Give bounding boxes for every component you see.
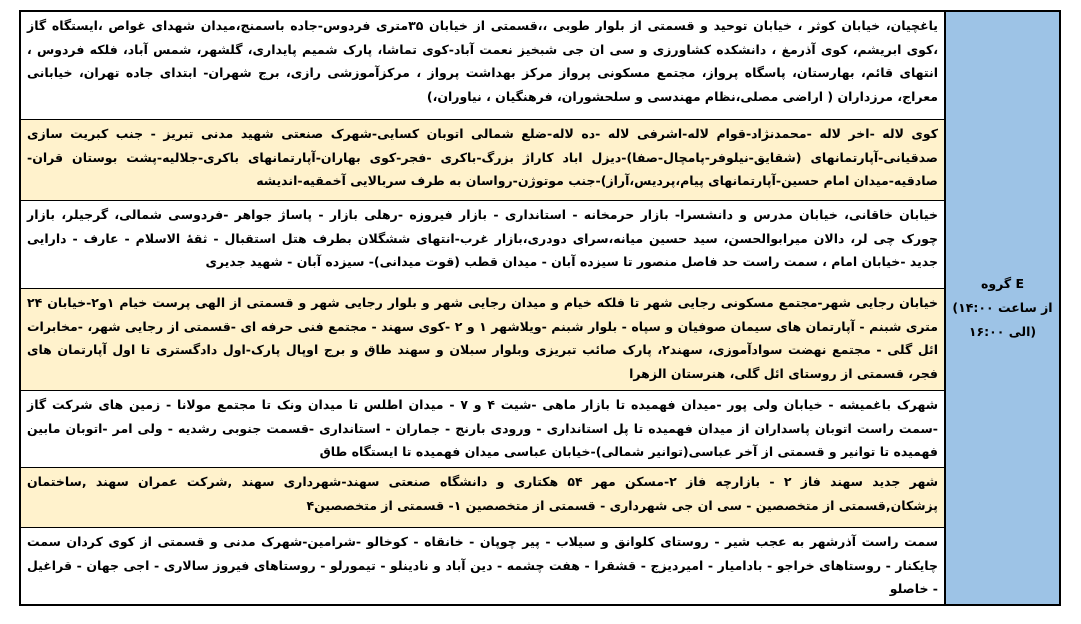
- area-row-7: سمت راست آذرشهر به عجب شیر - روستای کلوانق و سیلاب - پیر چوپان - خانقاه - کوخالو -شرامین-شهرک مدنی و قسمتی از کوی کردان سمت چایکنار - روستاهای خراجو - بادامیار - امیردیزج - قشقرا - هفت چشمه - دین آباد و نادینلو - تیمورلو - روستاهای فیروز سالاری - اجی جهان - قراغیل - خاصلو: [27, 534, 938, 596]
- area-row-4: خیابان رجایی شهر-مجتمع مسکونی رجایی شهر تا فلکه خیام و میدان رجایی شهر و بلوار رجایی شهر و قسمتی از الهی پرست خیام ۱و۲-خیابان ۲۴ متری شبنم - آپارتمان های سیمان صوفیان و سپاه - بلوار شبنم -ویلاشهر ۱ و ۲ -کوی سهند - مجتمع فنی حرفه ای -قسمتی از رجایی شهر، -مخابرات ائل گلی - مجتمع نهضت سوادآموزی، سهند۲، پارک صائب تبریزی وبلوار سبلان و سهند طاق و برج اوپال پارک-اول دادگستری تا اول آپارتمان های فجر، قسمتی از روستای ائل گلی، هنرستان الزهرا: [21, 289, 944, 391]
- area-row-1: یاغچیان، خیابان کوثر ، خیابان توحید و قسمتی از بلوار طوبی ،،قسمتی از خیابان ۳۵متری فردوس-جاده باسمنج،میدان شهدای غواص ،ایستگاه گاز ،کوی ابریشم، کوی آذرمغ ، دانشکده کشاورزی و سی ان جی شبخیز نعمت آباد-کوی تماشا، پارک شمیم پایداری، گلشهر، شمس آباد، فلکه فردوس ، انتهای قائم، بهارستان، پاسگاه پرواز، مجتمع مسکونی پرواز مرکز بهداشت پرواز ، مرکزآموزشی رازی، برج شهران- ابتدای جاده تهران، خیابانی معراج، مرزداران ( اراضی مصلی،نظام مهندسی و سلحشوران، فرهنگیان ، نیاوران،): [21, 12, 944, 120]
- area-row-6: شهر جدید سهند فاز ۲ - بازارچه فاز ۲-مسکن مهر ۵۴ هکتاری و دانشگاه صنعتی سهند-شهرداری سهند ,شرکت عمران سهند ,ساختمان پزشکان,قسمتی از متخصصین - سی ان جی شهرداری - قسمتی از متخصصین ۱- قسمتی از متخصصین۴: [21, 468, 944, 528]
- group-title: گروه E: [980, 276, 1025, 291]
- group-time-end: الی ۱۶:۰۰): [968, 324, 1037, 339]
- area-rows: [21, 12, 944, 604]
- group-time-start: (از ساعت ۱۴:۰۰: [952, 300, 1053, 315]
- area-row-2: کوی لاله -اخر لاله -محمدنژاد-قوام لاله-اشرفی لاله -ده لاله-ضلع شمالی اتوبان کسایی-شهرک صنعتی شهید مدنی تبریز - جنب کبریت سازی صدقیانی-آپارتمانهای (شقایق-نیلوفر-پامچال-صفا)-دیزل اباد کاراژ بزرگ-باکری -فجر-کوی بهاران-آپارتمانهای باکری-جلالیه-پشت بوستان قران-صادقیه-میدان امام حسین-آپارتمانهای پیام،پردیس،آراز)-جنب موتوژن-رواسان به طرف سربالایی آخمقیه-اندیشه: [21, 120, 944, 201]
- area-row-5: شهرک باغمیشه - خیابان ولی پور -میدان فهمیده تا بازار ماهی -شیت ۴ و ۷ - میدان اطلس تا میدان ونک تا مجتمع مولانا - زمین های شرکت گاز -سمت راست اتوبان پاسداران از میدان فهمیده تا پل استانداری - ورودی بارنج - جماران - استانداری -قسمت جنوبی رشدیه - ولی امر -اتوبان مابین فهمیده تا توانیر و قسمتی از آخر عباسی(توانیر شمالی)-خیابان عباسی میدان فهمیده تا ایستگاه طاق: [21, 391, 944, 468]
- area-row-3: خیابان خاقانی، خیابان مدرس و دانشسرا- بازار حرمخانه - استانداری - بازار فیروزه -رهلی بازار - پاساژ جواهر -فردوسی شمالی، گرجیلر، بازار چورک چی لر، دالان میرابوالحسن، سید حسین میانه،سرای دودری،بازار غرب-انتهای ششگلان بطرف هتل استقبال - ثقهٔ الاسلام - عارف - دارایی جدید -خیابان امام ، سمت راست حد فاصل منصور تا سیزده آبان - میدان قطب (قوت میدانی)- سیزده آبان - شهید جدیری: [21, 201, 944, 289]
- outage-schedule-table: [19, 10, 1061, 606]
- group-cell: [944, 12, 1059, 604]
